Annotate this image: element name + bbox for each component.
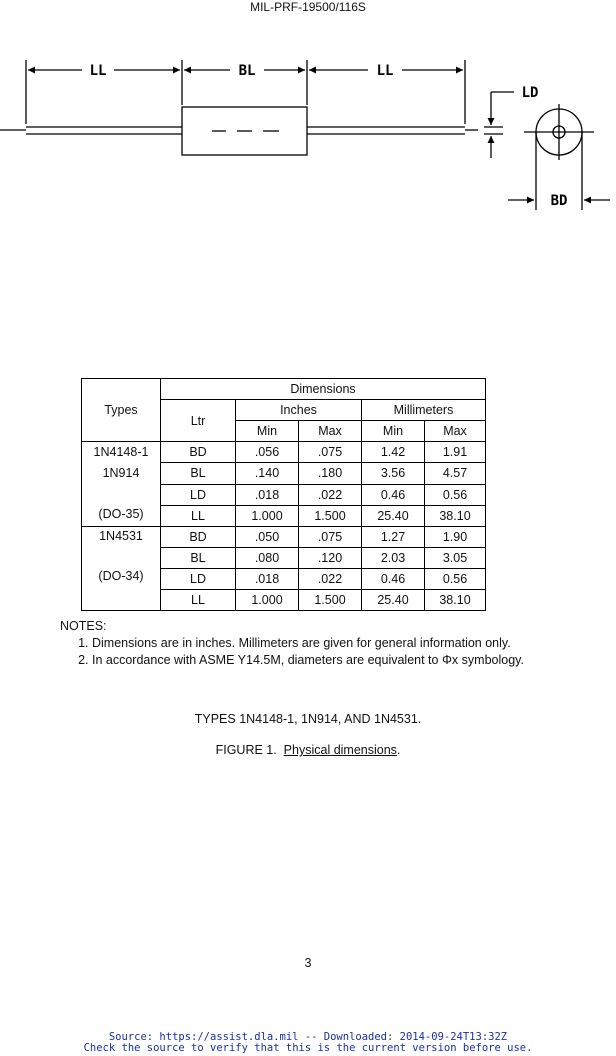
dimensions-table xyxy=(81,378,486,611)
ll-label-right: LL xyxy=(376,63,394,79)
mm-min-cell: 25.40 xyxy=(362,590,425,611)
ltr-header: Ltr xyxy=(161,400,236,442)
type-name: 1N4148-1 xyxy=(93,445,149,459)
in-min-cell: .018 xyxy=(236,569,299,590)
ltr-cell: BL xyxy=(161,463,236,484)
table-row xyxy=(82,442,486,463)
source-line: Source: https://assist.dla.mil -- Downloaded: 2014-09-24T13:32Z xyxy=(108,1031,508,1043)
type-name: 1N4531 xyxy=(99,529,143,543)
mm-max-header: Max xyxy=(425,421,486,442)
mm-min-cell: 0.46 xyxy=(362,484,425,505)
type-group-do34 xyxy=(82,527,161,611)
package-name: (DO-34) xyxy=(98,569,144,583)
in-max-cell: .120 xyxy=(299,548,362,569)
mm-min-cell: 1.42 xyxy=(362,442,425,463)
notes-title: NOTES: xyxy=(60,619,107,633)
mm-max-cell: 4.57 xyxy=(425,463,486,484)
mm-max-cell: 1.91 xyxy=(425,442,486,463)
type-group-do35 xyxy=(82,442,161,527)
in-min-cell: 1.000 xyxy=(236,505,299,526)
bl-label: BL xyxy=(238,63,256,79)
ltr-cell: BD xyxy=(161,442,236,463)
figure-title: Physical dimensions xyxy=(283,743,397,757)
ld-label: LD xyxy=(521,85,539,101)
mm-min-cell: 0.46 xyxy=(362,569,425,590)
ltr-cell: LD xyxy=(161,484,236,505)
in-max-cell: .022 xyxy=(299,484,362,505)
in-max-cell: .075 xyxy=(299,442,362,463)
in-max-cell: 1.500 xyxy=(299,505,362,526)
document-id: MIL-PRF-19500/116S xyxy=(250,0,366,14)
in-min-cell: .056 xyxy=(236,442,299,463)
inches-min-header: Min xyxy=(236,421,299,442)
millimeters-header: Millimeters xyxy=(362,400,486,421)
ll-label-left: LL xyxy=(89,63,107,79)
bd-label: BD xyxy=(550,193,568,209)
dimensions-header: Dimensions xyxy=(161,379,486,400)
in-max-cell: 1.500 xyxy=(299,590,362,611)
inches-header: Inches xyxy=(236,400,362,421)
mm-max-cell: 1.90 xyxy=(425,527,486,548)
ltr-cell: BD xyxy=(161,527,236,548)
figure-suffix: . xyxy=(396,743,401,757)
page-number: 3 xyxy=(304,956,312,970)
mm-max-cell: 38.10 xyxy=(425,590,486,611)
ld-dimension xyxy=(484,92,514,158)
types-header: Types xyxy=(82,379,161,442)
verify-line: Check the source to verify that this is the current version before use. xyxy=(83,1042,533,1054)
mm-max-cell: 0.56 xyxy=(425,569,486,590)
in-min-cell: .140 xyxy=(236,463,299,484)
mm-max-cell: 38.10 xyxy=(425,505,486,526)
notes-section xyxy=(60,618,524,669)
package-name: (DO-35) xyxy=(98,507,144,521)
mm-min-header: Min xyxy=(362,421,425,442)
in-max-cell: .075 xyxy=(299,527,362,548)
mm-max-cell: 0.56 xyxy=(425,484,486,505)
ltr-cell: LL xyxy=(161,505,236,526)
in-max-cell: .022 xyxy=(299,569,362,590)
table-row xyxy=(82,527,486,548)
types-caption: TYPES 1N4148-1, 1N914, AND 1N4531. xyxy=(194,712,422,726)
mm-min-cell: 1.27 xyxy=(362,527,425,548)
note-item: 1. Dimensions are in inches. Millimeters are given for general information only. xyxy=(92,635,524,652)
figure-caption xyxy=(0,743,616,757)
note-item: 2. In accordance with ASME Y14.5M, diameters are equivalent to Φx symbology. xyxy=(92,652,524,669)
mm-min-cell: 2.03 xyxy=(362,548,425,569)
ltr-cell: BL xyxy=(161,548,236,569)
mm-min-cell: 25.40 xyxy=(362,505,425,526)
ltr-cell: LL xyxy=(161,590,236,611)
figure-prefix: FIGURE 1. xyxy=(215,743,284,757)
ltr-cell: LD xyxy=(161,569,236,590)
mm-max-cell: 3.05 xyxy=(425,548,486,569)
in-min-cell: .080 xyxy=(236,548,299,569)
in-min-cell: .050 xyxy=(236,527,299,548)
diode-outline-drawing xyxy=(0,50,616,220)
mm-min-cell: 3.56 xyxy=(362,463,425,484)
in-min-cell: .018 xyxy=(236,484,299,505)
inches-max-header: Max xyxy=(299,421,362,442)
in-min-cell: 1.000 xyxy=(236,590,299,611)
notes-list xyxy=(60,635,524,669)
in-max-cell: .180 xyxy=(299,463,362,484)
type-name: 1N914 xyxy=(102,466,140,480)
